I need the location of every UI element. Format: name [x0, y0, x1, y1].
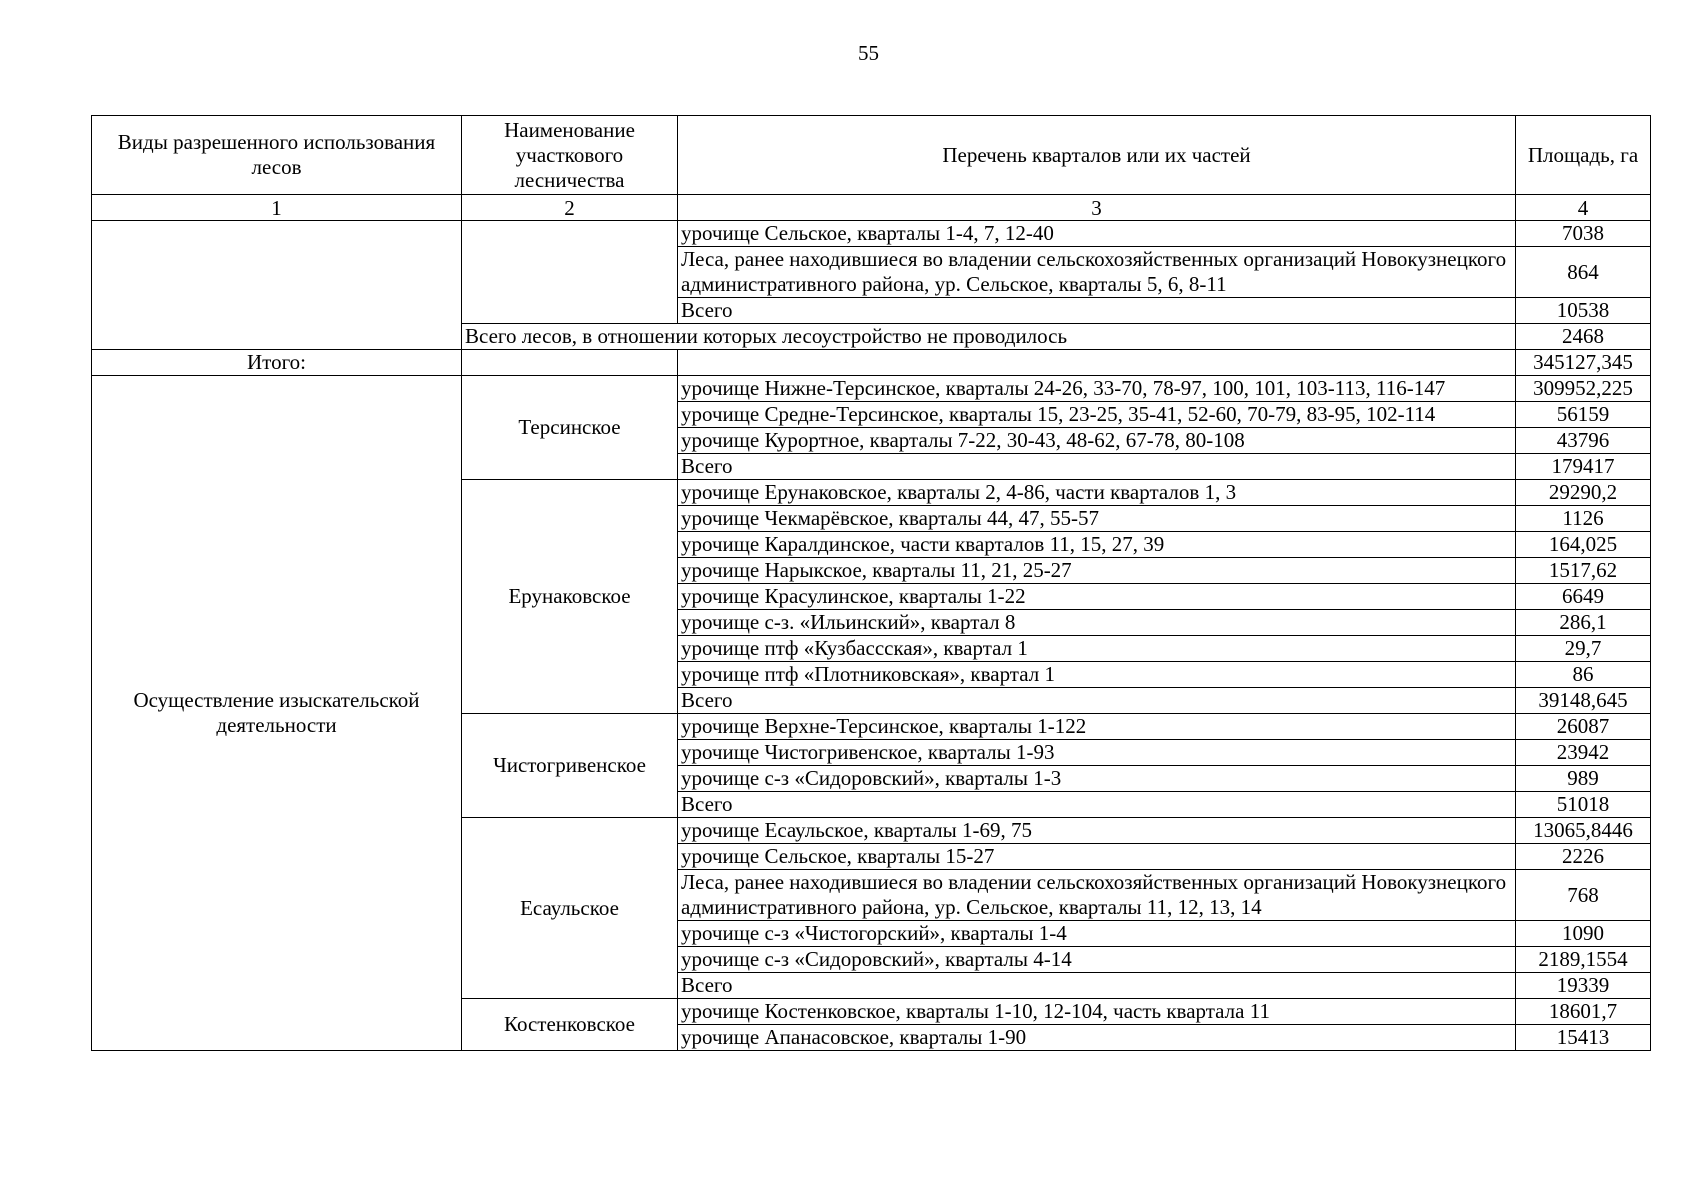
- subtotal-area: 51018: [1516, 792, 1651, 818]
- quarters-cell: урочище с-з «Чистогорский», кварталы 1-4: [678, 921, 1516, 947]
- area-cell: 864: [1516, 247, 1651, 298]
- area-cell: 23942: [1516, 740, 1651, 766]
- table-row: [92, 350, 1651, 376]
- quarters-cell: урочище Верхне-Терсинское, кварталы 1-122: [678, 714, 1516, 740]
- quarters-cell: урочище Нарыкское, кварталы 11, 21, 25-27: [678, 558, 1516, 584]
- total-label: Итого:: [92, 350, 462, 376]
- quarters-cell: урочище с-з «Сидоровский», кварталы 1-3: [678, 766, 1516, 792]
- area-cell: 13065,8446: [1516, 818, 1651, 844]
- subtotal-label: Всего: [678, 454, 1516, 480]
- area-cell: 29,7: [1516, 636, 1651, 662]
- area-cell: 15413: [1516, 1025, 1651, 1051]
- use-type-cell-empty: [92, 221, 462, 350]
- area-cell: 2468: [1516, 324, 1651, 350]
- header-area: Площадь, га: [1516, 116, 1651, 195]
- area-cell: 768: [1516, 870, 1651, 921]
- area-cell: 26087: [1516, 714, 1651, 740]
- quarters-cell: урочище с-з. «Ильинский», квартал 8: [678, 610, 1516, 636]
- quarters-cell: Всего: [678, 298, 1516, 324]
- area-cell: 164,025: [1516, 532, 1651, 558]
- page-number: 55: [858, 41, 879, 65]
- area-cell: 989: [1516, 766, 1651, 792]
- forestry-cell-empty: [462, 350, 678, 376]
- subtotal-area: 179417: [1516, 454, 1651, 480]
- header-quarters: Перечень кварталов или их частей: [678, 116, 1516, 195]
- forestry-name-cell: Чистогривенское: [462, 714, 678, 818]
- header-forestry: Наименование участкового лесничества: [462, 116, 678, 195]
- quarters-cell: урочище с-з «Сидоровский», кварталы 4-14: [678, 947, 1516, 973]
- quarters-cell: урочище Костенковское, кварталы 1-10, 12-104, часть квартала 11: [678, 999, 1516, 1025]
- table-row: [92, 221, 1651, 247]
- header-use-type: Виды разрешенного использования лесов: [92, 116, 462, 195]
- header-number-row: [92, 195, 1651, 221]
- quarters-cell: урочище Сельское, кварталы 15-27: [678, 844, 1516, 870]
- area-cell: 1090: [1516, 921, 1651, 947]
- header-num-3: 3: [678, 195, 1516, 221]
- subtotal-label: Всего: [678, 973, 1516, 999]
- quarters-cell: урочище Нижне-Терсинское, кварталы 24-26, 33-70, 78-97, 100, 101, 103-113, 116-147: [678, 376, 1516, 402]
- header-num-2: 2: [462, 195, 678, 221]
- subtotal-area: 19339: [1516, 973, 1651, 999]
- area-cell: 286,1: [1516, 610, 1651, 636]
- header-num-1: 1: [92, 195, 462, 221]
- forestry-name-cell: Костенковское: [462, 999, 678, 1051]
- quarters-cell: урочище Красулинское, кварталы 1-22: [678, 584, 1516, 610]
- area-cell: 1517,62: [1516, 558, 1651, 584]
- area-cell: 56159: [1516, 402, 1651, 428]
- header-num-4: 4: [1516, 195, 1651, 221]
- area-cell: 29290,2: [1516, 480, 1651, 506]
- area-cell: 7038: [1516, 221, 1651, 247]
- area-cell: 6649: [1516, 584, 1651, 610]
- subtotal-area: 39148,645: [1516, 688, 1651, 714]
- area-cell: 1126: [1516, 506, 1651, 532]
- quarters-cell: урочище Чекмарёвское, кварталы 44, 47, 55-57: [678, 506, 1516, 532]
- area-cell: 18601,7: [1516, 999, 1651, 1025]
- quarters-cell: урочище птф «Кузбассская», квартал 1: [678, 636, 1516, 662]
- subtotal-label: Всего: [678, 792, 1516, 818]
- quarters-cell: Леса, ранее находившиеся во владении сельскохозяйственных организаций Новокузнецкого административного района, ур. Сельское, кварталы 11, 12, 13, 14: [678, 870, 1516, 921]
- header-row: [92, 116, 1651, 195]
- quarters-cell: урочище Средне-Терсинское, кварталы 15, 23-25, 35-41, 52-60, 70-79, 83-95, 102-114: [678, 402, 1516, 428]
- forestry-name-cell: Есаульское: [462, 818, 678, 999]
- forestry-name-cell: Ерунаковское: [462, 480, 678, 714]
- quarters-cell: урочище Курортное, кварталы 7-22, 30-43, 48-62, 67-78, 80-108: [678, 428, 1516, 454]
- quarters-cell: урочище Чистогривенское, кварталы 1-93: [678, 740, 1516, 766]
- area-cell: 86: [1516, 662, 1651, 688]
- area-cell: 309952,225: [1516, 376, 1651, 402]
- quarters-cell: урочище Апанасовское, кварталы 1-90: [678, 1025, 1516, 1051]
- total-area: 345127,345: [1516, 350, 1651, 376]
- quarters-cell: урочище Ерунаковское, кварталы 2, 4-86, части кварталов 1, 3: [678, 480, 1516, 506]
- use-type-cell: Осуществление изыскательской деятельности: [92, 376, 462, 1051]
- no-survey-label: Всего лесов, в отношении которых лесоустройство не проводилось: [462, 324, 1516, 350]
- area-cell: 2226: [1516, 844, 1651, 870]
- quarters-cell: урочище Каралдинское, части кварталов 11, 15, 27, 39: [678, 532, 1516, 558]
- forest-use-table: [91, 115, 1651, 1051]
- quarters-cell: урочище Есаульское, кварталы 1-69, 75: [678, 818, 1516, 844]
- forestry-name-cell: Терсинское: [462, 376, 678, 480]
- forestry-cell-empty: [462, 221, 678, 324]
- quarters-cell: урочище Сельское, кварталы 1-4, 7, 12-40: [678, 221, 1516, 247]
- quarters-cell-empty: [678, 350, 1516, 376]
- quarters-cell: урочище птф «Плотниковская», квартал 1: [678, 662, 1516, 688]
- area-cell: 43796: [1516, 428, 1651, 454]
- table-row: [92, 376, 1651, 402]
- subtotal-label: Всего: [678, 688, 1516, 714]
- area-cell: 10538: [1516, 298, 1651, 324]
- area-cell: 2189,1554: [1516, 947, 1651, 973]
- quarters-cell: Леса, ранее находившиеся во владении сельскохозяйственных организаций Новокузнецкого административного района, ур. Сельское, кварталы 5, 6, 8-11: [678, 247, 1516, 298]
